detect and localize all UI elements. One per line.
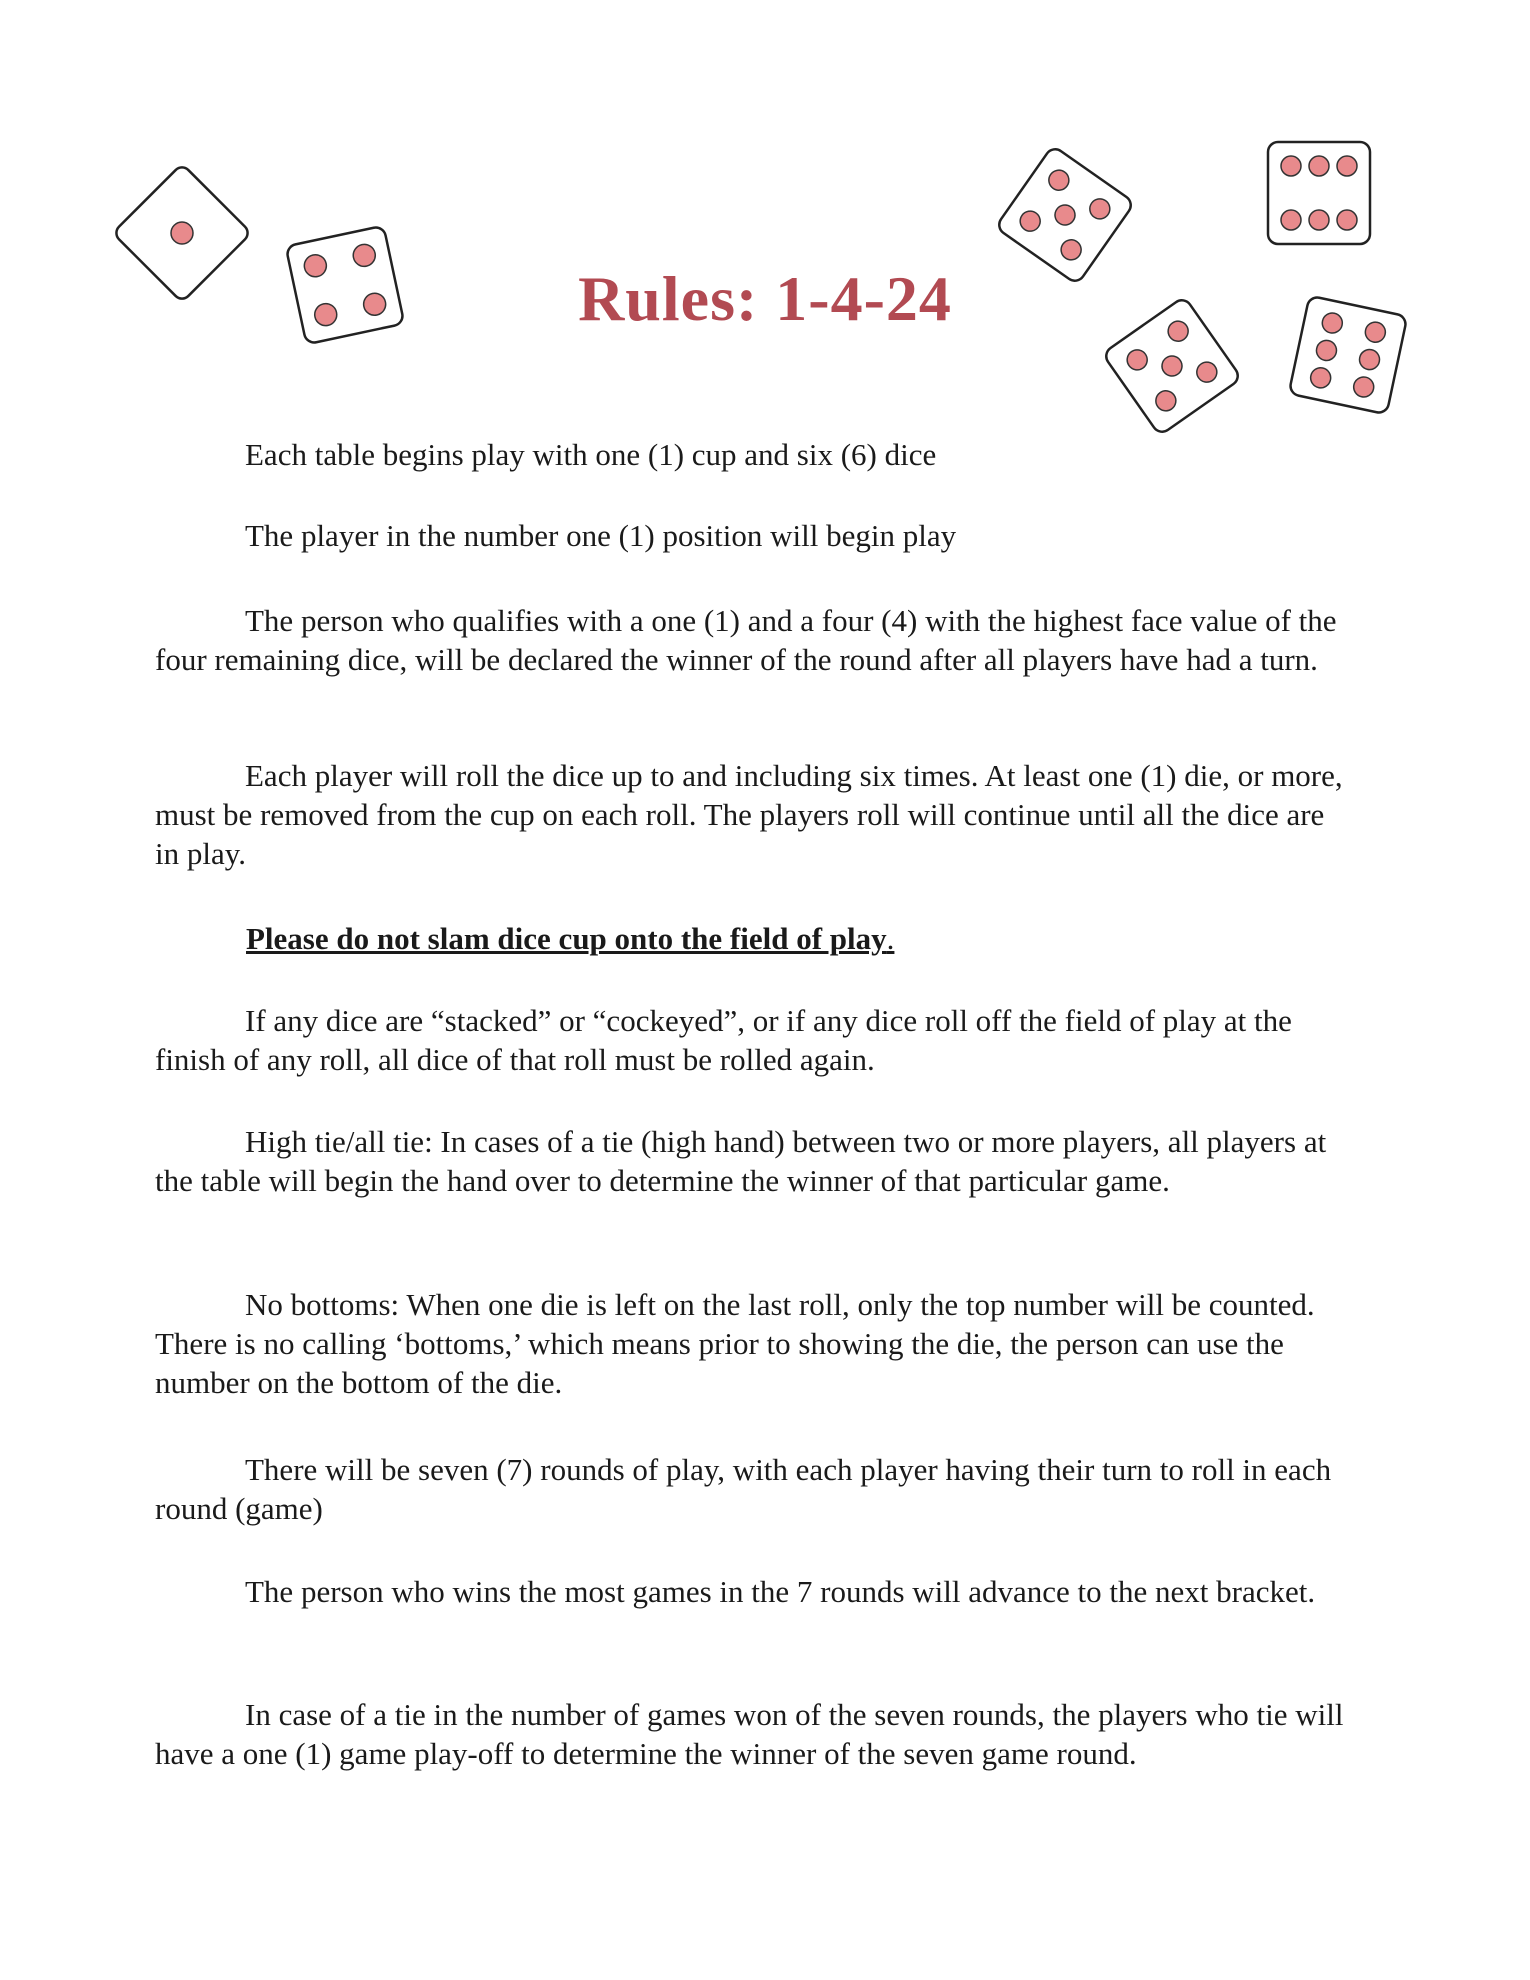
die-six-icon	[1264, 138, 1374, 248]
rule-paragraph: High tie/all tie: In cases of a tie (high hand) between two or more players, all players at the table will begin the hand over to determine the winner of that particular game.	[155, 1124, 1327, 1198]
rule-paragraph: Each table begins play with one (1) cup and six (6) dice	[245, 437, 937, 472]
warning-text: Please do not slam dice cup onto the field of play.	[246, 921, 895, 956]
rule-paragraph: No bottoms: When one die is left on the last roll, only the top number will be counted. There is no calling ‘bottoms,’ which means prior to showing the die, the person can use the number on the bottom of the die.	[155, 1287, 1315, 1400]
rule-paragraph: Each player will roll the dice up to and including six times. At least one (1) die, or more, must be removed from the cup on each roll. The players roll will continue until all the dice are in play.	[155, 758, 1343, 871]
page-title: Rules: 1-4-24	[578, 263, 952, 334]
rule-paragraph: The person who qualifies with a one (1) and a four (4) with the highest face value of the four remaining dice, will be declared the winner of the round after all players have had a turn.	[155, 603, 1337, 677]
rule-paragraph: If any dice are “stacked” or “cockeyed”, or if any dice roll off the field of play at the finish of any roll, all dice of that roll must be rolled again.	[155, 1003, 1292, 1077]
rule-paragraph: The player in the number one (1) position will begin play	[245, 518, 957, 553]
rule-paragraph: In case of a tie in the number of games won of the seven rounds, the players who tie will have a one (1) game play-off to determine the winner of the seven game round.	[155, 1697, 1344, 1771]
rule-paragraph: The person who wins the most games in the 7 rounds will advance to the next bracket.	[245, 1574, 1316, 1609]
rule-paragraph: There will be seven (7) rounds of play, with each player having their turn to roll in each round (game)	[155, 1452, 1332, 1526]
